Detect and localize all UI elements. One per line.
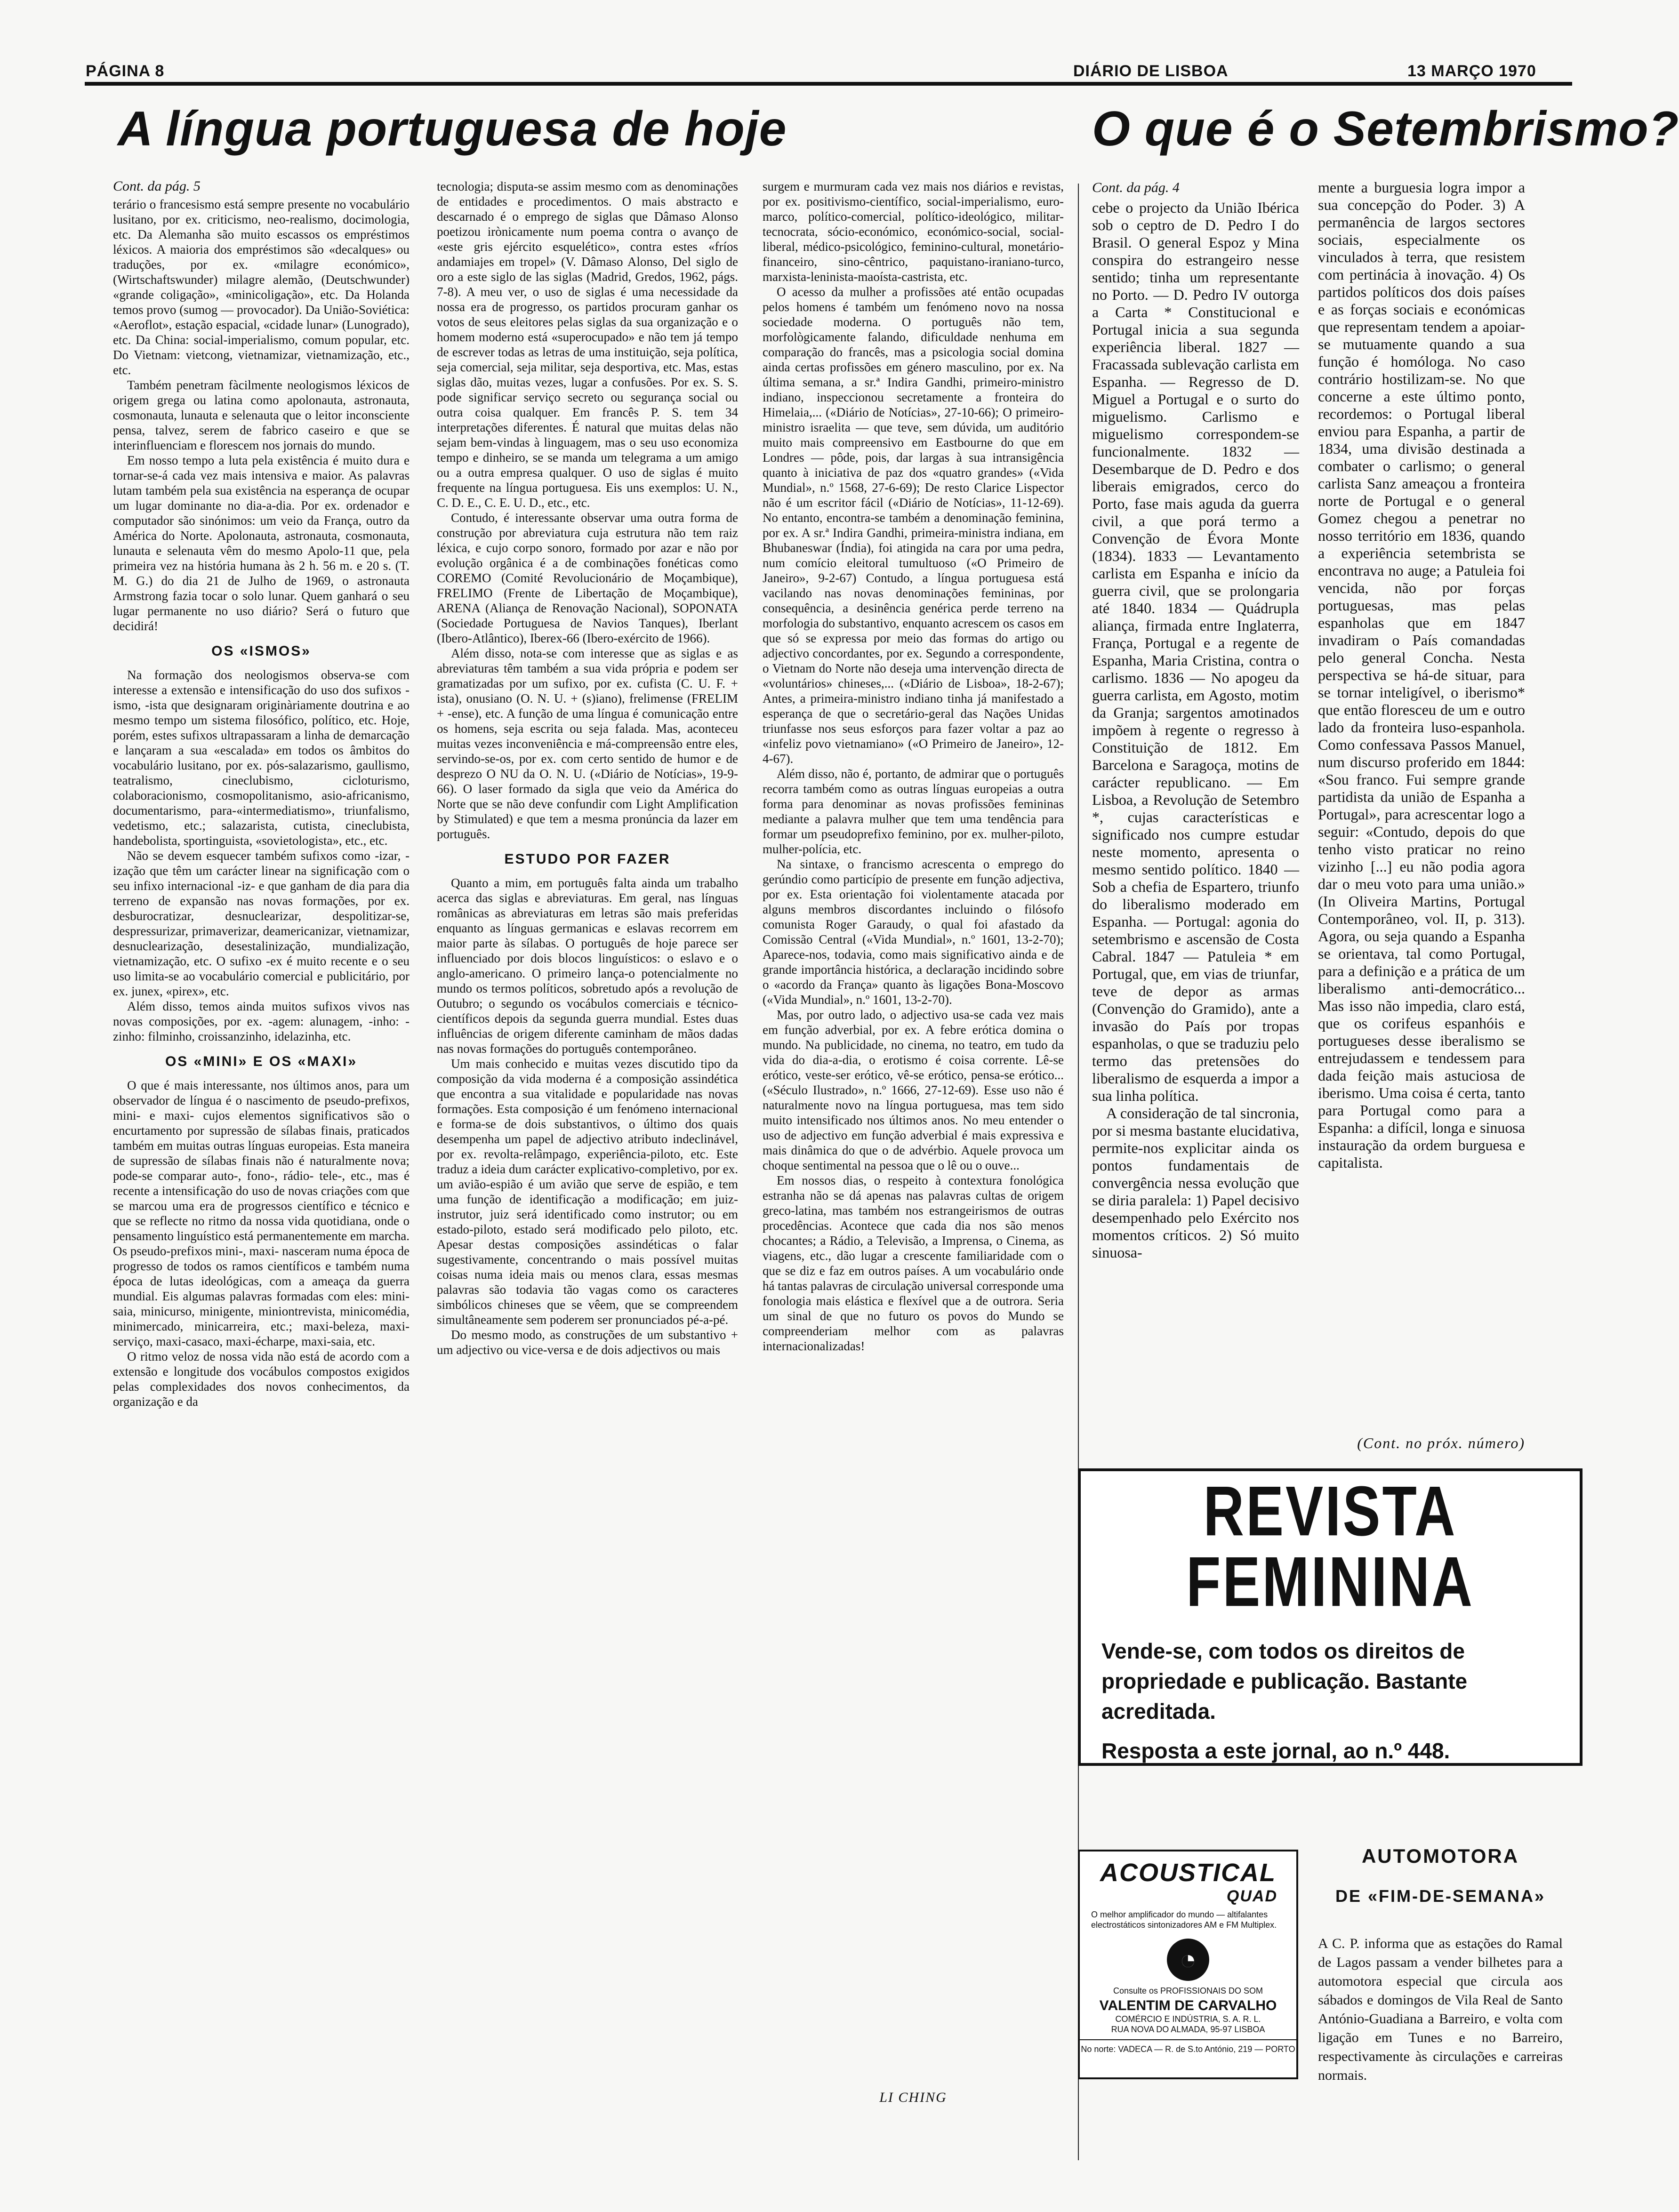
- paragraph: Também penetram fàcilmente neologismos léxicos de origem grega ou latina como apolonauta, astronauta, cosmonauta, lunauta e selenauta que o leitor inconsciente pensa, talvez, serem de fabrico caseiro e que se interinfluenciam e florescem nos jornais do mundo.: [113, 378, 410, 452]
- paragraph: O que é mais interessante, nos últimos anos, para um observador de língua é o nascimento de pseudo-prefixos, mini- e maxi- cujos elementos significativos são o encurtamento por supressão de sílabas finais, praticados também em muitas outras línguas europeias. Esta maneira de supressão de sílabas finais não é naturalmente nova; pode-se comparar auto-, fono-, rádio- tele-, etc., mas é recente a intensificação do uso de novas criações com que se marcou uma era de progressos científico e técnico e que se reflecte no ritmo da nossa vida quotidiana, onde o pensamento linguístico está permanentemente em marcha. Os pseudo-prefixos mini-, maxi- nasceram numa época de progresso de todos os ramos científicos e também numa época de lutas ideológicas, com a ameaça da guerra mundial. Eis algumas palavras formadas com eles: mini-saia, minicurso, minigente, miniontrevista, minicomédia, minimercado, minicarreira, etc.; maxi-beleza, maxi-serviço, maxi-casaco, maxi-écharpe, maxi-saia, etc.: [113, 1078, 410, 1348]
- paragraph: surgem e murmuram cada vez mais nos diários e revistas, por ex. positivismo-científico, social-imperialismo, euro-marco, político-comercial, político-ideológico, militar-tecnocrata, sócio-económico, económico-social, social-liberal, médico-psicológico, feminino-cultural, monetário-financeiro, sino-cêntrico, paquistano-iraniano-turco, marxista-leninista-maoísta-castrista, etc.: [763, 179, 1064, 284]
- ad-automotora-title2: DE «FIM-DE-SEMANA»: [1335, 1886, 1546, 1906]
- paragraph: Mas, por outro lado, o adjectivo usa-se cada vez mais em função adverbial, por ex. A febre erótica domina o mundo. Na publicidade, no cinema, no teatro, em tudo da vida do dia-a-dia, o erotismo é coisa corrente. Lê-se erótico, veste-ser erótico, vê-se erótico, pensa-se erótico... («Século Ilustrado», n.º 1666, 27-12-69). Esse uso não é naturalmente novo na língua portuguesa, mas tem sido muito intensificado nos últimos anos. No meu entender o uso de adjectivo em função adverbial é mais expressiva e mais dinâmica do que o de advérbio. Aquele provoca um choque sentimental na pessoa que o lê ou o ouve...: [763, 1008, 1064, 1172]
- page-label: PÁGINA 8: [86, 62, 165, 80]
- paragraph: Na formação dos neologismos observa-se com interesse a extensão e intensificação do uso dos sufixos -ismo, -ista que designaram originàriamente doutrina e ao mesmo tempo um sistema filosófico, político, etc. Hoje, porém, estes sufixos ultrapassaram a linha de demarcação e lançaram a sua «escalada» em todos os âmbitos do vocabulário lusitano, por ex. pós-salazarismo, gaullismo, teatralismo, cineclubismo, cicloturismo, colaboracionismo, cosmopolitanismo, asio-africanismo, documentarismo, para-«intermediatismo», triunfalismo, vedetismo, etc.; salazarista, cutista, cineclubista, handebolista, sportinguista, «sovietologista», etc., etc.: [113, 668, 410, 848]
- paragraph: Quanto a mim, em português falta ainda um trabalho acerca das siglas e abreviaturas. Em geral, nas línguas românicas as abreviaturas em letras são mais preferidas enquanto as línguas germanicas e eslavas recorrem em maior parte às sílabas. O português de hoje parece ser influenciado por dois blocos linguísticos: o eslavo e o anglo-americano. O primeiro lança-o potencialmente no mundo os termos políticos, sobretudo após a revolução de Outubro; o segundo os vocábulos comerciais e técnico-científicos depois da segunda guerra mundial. Estes duas influências de origem diferente caminham de mãos dadas nas novas formações do português contemporâneo.: [437, 876, 738, 1056]
- left-article-col2: [437, 179, 738, 2104]
- masthead-rule: [85, 82, 1572, 86]
- ad-acoustical-consult: Consulte os PROFISSIONAIS DO SOM: [1113, 1986, 1263, 1996]
- paragraph: Além disso, temos ainda muitos sufixos vivos nas novas composições, por ex. -agem: alunagem, -inho: -zinho: filminho, croissanzinho, idelazinha, etc.: [113, 999, 410, 1043]
- right-article-col2: [1318, 179, 1525, 1214]
- left-article-col1: [113, 179, 410, 2104]
- paragraph: Além disso, não é, portanto, de admirar que o português recorra também como as outras línguas europeias a outra forma para denominar as novas profissões femininas mediante a palavra mulher que tem uma tendência para formar um pseudoprefixo feminino, por ex. mulher-piloto, mulher-polícia, etc.: [763, 767, 1064, 856]
- ad-acoustical: [1078, 1850, 1298, 2079]
- paragraph: Na sintaxe, o francismo acrescenta o emprego do gerúndio como particípio de presente em função adjectiva, por ex. Esta orientação foi violentamente atacada por alguns membros discordantes incluindo o filósofo comunista Roger Garaudy, o qual foi afastado da Comissão Central («Vida Mundial», n.º 1601, 13-2-70); Aparece-nos, todavia, como mais significativo ainda e de grande importância histórica, a declaração incidindo sobre o «acordo da França» quanto às ligações Bona-Moscovo («Vida Mundial», n.º 1601, 13-2-70).: [763, 857, 1064, 1007]
- paragraph: Em nossos dias, o respeito à contextura fonológica estranha não se dá apenas nas palavras cultas de origem greco-latina, mas também nos estrangeirismos de outras procedências. Acontece que cada dia nos são menos chocantes; a Rádio, a Televisão, a Imprensa, o Cinema, as viagens, etc., dão lugar a crescente familiaridade com o que se diz e faz em outros países. A um vocabulário onde há tantas palavras de circulação universal corresponde uma fonologia mais elástica e flexível que a de outrora. Seria um sinal de que no futuro os povos do Mundo se compreenderiam melhor com as palavras internacionalizadas!: [763, 1173, 1064, 1353]
- issue-date: 13 MARÇO 1970: [1407, 62, 1536, 80]
- ad-acoustical-model: QUAD: [1226, 1887, 1277, 1905]
- ad-acoustical-address2: No norte: VADECA — R. de S.to António, 219 — PORTO: [1080, 2039, 1296, 2054]
- newspaper-name: DIÁRIO DE LISBOA: [1073, 62, 1229, 80]
- continuation-note: (Cont. no próx. número): [1357, 1435, 1525, 1451]
- ad-acoustical-tagline: O melhor amplificador do mundo — altifalantes electrostáticos sintonizadores AM e FM Multiplex.: [1091, 1910, 1277, 1930]
- ad-revista-feminina: [1078, 1468, 1583, 1766]
- paragraph: Um mais conhecido e muitas vezes discutido tipo da composição da vida moderna é a composição assindética que encontra a sua vitalidade e popularidade nas novas formações. Esta composição é um fenómeno internacional e forma-se de dois substantivos, o último dos quais desempenha um papel de adjectivo atributo indeclinável, por ex. revolta-relâmpago, experiência-piloto, etc. Este traduz a ideia dum carácter explicativo-completivo, por ex. um avião-espião é um avião que serve de espião, e tem uma função de identificação a modificação; em juiz-instrutor, juiz será identificado como instrutor; ou em estado-piloto, estado será modificado pelo piloto, etc. Apesar destas composições assindéticas o falar sugestivamente, concentrando o mais possível muitas coisas numa ideia mais ou menos clara, essas mesmas palavras são todavia tão vagas como os caracteres simbólicos chineses que se vêem, que se compreendem simultâneamente sem poderem ser pronunciados pé-a-pé.: [437, 1057, 738, 1327]
- ad-automotora-body: A C. P. informa que as estações do Ramal de Lagos passam a vender bilhetes para a automotora especial que circula aos sábados e domingos de Vila Real de Santo António-Guadiana a Barreiro, e volta com ligação em Tunes e no Barreiro, respectivamente às circulações e carreiras normais.: [1318, 1936, 1563, 2083]
- paragraph: Não se devem esquecer também sufixos como -izar, -ização que têm um carácter linear na significação com o seu infixo internacional -iz- e que ganham de dia para dia terreno de expansão nas novas formações, por ex. desburocratizar, desnuclearizar, despolitizar-se, despressurizar, primaverizar, deamericanizar, vietnamizar, desnuclearização, desestalinização, mundialização, vietnamização, etc. O sufixo -ex é muito recente e o seu uso limita-se ao vocabulário comercial e publicitário, por ex. junex, «pirex», etc.: [113, 849, 410, 998]
- ad-revista-body: Vende-se, com todos os direitos de propriedade e publicação. Bastante acreditada.: [1101, 1639, 1468, 1723]
- paragraph: Em nosso tempo a luta pela existência é muito dura e tornar-se-á cada vez mais intensiva e maior. As palavras lutam também pela sua existência na esperança de ocupar um lugar dominante no dia-a-dia. Por ex. ordenador e computador são sinónimos: um veio da França, outro da América do Norte. Apolonauta, astronauta, cosmonauta, lunauta e selenauta vêm do mesmo Apolo-11 que, pela primeira vez na história humana às 2 h. 56 m. e 20 s. (T. M. G.) do dia 21 de Julho de 1969, o astronauta Armstrong fazia tocar o solo lunar. Quem ganhará o seu lugar permanente no uso diário? Será o futuro que decidirá!: [113, 453, 410, 633]
- paragraph: mente a burguesia logra impor a sua concepção do Poder. 3) A permanência de largos sectores sociais, especialmente os vinculados à terra, que resistem com pertinácia à inovação. 4) Os partidos políticos dos dois países e as forças sociais e económicas que representam tendem a apoiar-se mutuamente quando a sua função é homóloga. No caso contrário hostilizam-se. No que concerne a este último ponto, recordemos: o Portugal liberal enviou para Espanha, a partir de 1834, uma divisão destinada a combater o carlismo; o general carlista Sanz ameaçou a fronteira norte de Portugal e o general Gomez chegou a penetrar no nosso território em 1836, quando a experiência setembrista se encontrava no auge; a Patuleia foi vencida, não por forças portuguesas, mas pelas espanholas que em 1847 invadiram o País comandadas pelo general Concha. Nesta perspectiva se há-de situar, para se tornar inteligível, o iberismo* que então floresceu de um e outro lado da fronteira luso-espanhola. Como confessava Passos Manuel, num discurso proferido em 1844: «Sou franco. Fui sempre grande partidista da união de Espanha a Portugal», para acrescentar logo a seguir: «Contudo, depois do que tenho visto praticar no reino vizinho [...] eu não podia agora dar o meu voto para uma união.» (In Oliveira Martins, Portugal Contemporâneo, vol. II, p. 313). Agora, ou seja quando a Espanha se orientava, tal como Portugal, para a definição e a prática de um liberalismo anti-democrático... Mas isso não impedia, claro está, que os corifeus espanhóis e portugueses desse iberalismo se entrejudassem e tendessem para dada feição mais astuciosa de iberismo. Uma coisa é certa, tanto para Portugal como para a Espanha: a difícil, longa e sinuosa instauração da ordem burguesa e capitalista.: [1318, 179, 1525, 1171]
- left-cont-label: Cont. da pág. 5: [113, 178, 201, 194]
- paragraph: cebe o projecto da União Ibérica sob o ceptro de D. Pedro I do Brasil. O general Espoz y Mina conspira do estrangeiro nesse sentido; tinha um representante no Porto. — D. Pedro IV outorga a Carta * Constitucional e Portugal inicia a sua segunda experiência liberal. 1827 — Fracassada sublevação carlista em Espanha. — Regresso de D. Miguel a Portugal e o surto do miguelismo. Carlismo e miguelismo correspondem-se funcionalmente. 1832 — Desembarque de D. Pedro e dos liberais emigrados, cerco do Porto, fase mais aguda da guerra civil, a que porá termo a Convenção de Évora Monte (1834). 1833 — Levantamento carlista em Espanha e início da guerra civil, que se prolongaria até 1840. 1834 — Quádrupla aliança, firmada entre Inglaterra, França, Portugal e a regente de Espanha, Maria Cristina, contra o carlismo. 1836 — No apogeu da guerra carlista, em Agosto, motim da Granja; sargentos amotinados impõem à regente o regresso à Constituição de 1812. Em Barcelona e Saragoça, motins de carácter republicano. — Em Lisboa, a Revolução de Setembro *, cujas características e significado nos cumpre estudar neste momento, apresenta o mesmo sentido político. 1840 — Sob a chefia de Espartero, triunfo do liberalismo moderado em Espanha. — Portugal: agonia do setembrismo e ascensão de Costa Cabral. 1847 — Patuleia * em Portugal, que, em vias de triunfar, teve de depor as armas (Convenção do Gramido), ante a invasão do País por tropas espanholas, o que se traduziu pelo termo das pretensões do liberalismo de esquerda a impor a sua linha política.: [1092, 199, 1299, 1104]
- right-article-col1: [1092, 179, 1299, 1261]
- ad-revista-title: REVISTA FEMININA: [1186, 1472, 1474, 1621]
- paragraph: O acesso da mulher a profissões até então ocupadas pelos homens é também um fenómeno novo na nossa sociedade moderna. O português não tem, morfològicamente falando, dificuldade nenhuma em comparação do francês, mas a psicologia social domina ainda certas profissões em género masculino, por ex. Na última semana, a sr.ª Indira Gandhi, primeiro-ministro indiano, inspeccionou secretamente a fronteira do Himelaia,... («Diário de Notícias», 27-10-66); O primeiro-ministro israelita — que teve, sem dúvida, um auditório muito mais compreensivo em Eastbourne do que em Londres — pôde, pois, dar largas à sua intransigência quanto à iniciativa de paz dos «quatro grandes» («Vida Mundial», n.º 1568, 27-6-69); De resto Clarice Lispector não é um escritor fácil («Diário de Notícias», 11-12-69). No entanto, encontra-se também a denominação feminina, por ex. A sr.ª Indira Gandhi, primeira-ministra indiana, em Bhubaneswar (Índia), foi atingida na cara por uma pedra, num comício eleitoral tumultuoso («O Primeiro de Janeiro», 9-2-67) Contudo, a língua portuguesa está vacilando nas novas denominações femininas, por consequência, a desinência genérica perde terreno na morfologia do substantivo, enquanto acrescem os casos em que só se expressa por meio das formas do artigo ou adjectivo concordantes, por ex. Segundo a correspondente, o Vietnam do Norte não deseja uma intervenção directa de «voluntários» chineses,... («Diário de Lisboa», 18-2-67); Antes, a primeira-ministro indiano tinha já manifestado a esperança de que o secretário-geral das Nações Unidas triunfasse nos seus esforços para fazer voltar a paz ao «infeliz povo vietnamiano» («O Primeiro de Janeiro», 12-4-67).: [763, 285, 1064, 766]
- quad-logo-icon: ◔: [1167, 1939, 1209, 1981]
- ad-acoustical-company: VALENTIM DE CARVALHO: [1099, 1998, 1277, 2013]
- author-signature: LI CHING: [879, 2090, 947, 2105]
- ad-acoustical-company-sub: COMÉRCIO E INDÚSTRIA, S. A. R. L.: [1115, 2014, 1261, 2024]
- left-headline: A língua portuguesa de hoje: [118, 102, 787, 156]
- subheading-ismos: OS «ISMOS»: [211, 643, 311, 659]
- paragraph: Contudo, é interessante observar uma outra forma de construção por abreviatura cuja estrutura não tem raiz léxica, e cujo corpo sonoro, formado por azar e não por evolução orgânica é a de combinações fonéticas como COREMO (Comité Revolucionário de Moçambique), FRELIMO (Frente de Libertação de Moçambique), ARENA (Aliança de Renovação Nacional), SOPONATA (Sociedade Portuguesa de Navios Tanques), Iberlant (Ibero-Atlântico), Iberex-66 (Ibero-exército de 1966).: [437, 511, 738, 645]
- ad-acoustical-address1: RUA NOVA DO ALMADA, 95-97 LISBOA: [1111, 2025, 1265, 2034]
- left-article-col3: [763, 179, 1064, 2080]
- paragraph: O ritmo veloz de nossa vida não está de acordo com a extensão e longitude dos vocábulos compostos exigidos pelas complexidades dos novos conhecimentos, da organização e da: [113, 1349, 410, 1409]
- paragraph: Do mesmo modo, as construções de um substantivo + um adjectivo ou vice-versa e de dois adjectivos ou mais: [437, 1328, 738, 1357]
- ad-acoustical-brand: ACOUSTICAL: [1100, 1859, 1276, 1887]
- paragraph: terário o francesismo está sempre presente no vocabulário lusitano, por ex. criticismo, neo-realismo, docimologia, etc. Da Alemanha são muito escassos os empréstimos léxicos. A maioria dos empréstimos são «decalques» ou traduções, por ex. «milagre económico», (Wirtschaftswunder) milagre alemão, (Deutschwunder) «grande coligação», «minicoligação», etc. Da Holanda temos provo (sumog — provocador). Da União-Soviética: «Aeroflot», estação espacial, «cidade lunar» (Lunogrado), etc. Da China: social-imperialismo, comum popular, etc. Do Vietnam: vietcong, vietnamizar, vietnamização, etc., etc.: [113, 197, 410, 377]
- right-headline: O que é o Setembrismo?: [1092, 102, 1679, 156]
- paragraph: A consideração de tal sincronia, por si mesma bastante elucidativa, permite-nos explicitar ainda os pontos fundamentais de convergência nessa evolução que se diria paralela: 1) Papel decisivo desempenhado pelo Exército nos momentos críticos. 2) Só muito sinuosa-: [1092, 1105, 1299, 1261]
- paragraph: tecnologia; disputa-se assim mesmo com as denominações de entidades e procedimentos. O mais abstracto e descarnado é o emprego de siglas que Dâmaso Alonso poetizou irònicamente num poema contra o avanço de «este gris ejército esquelético», contra estes «fríos andamiajes em tropel» (V. Dâmaso Alonso, Del siglo de oro a este siglo de las siglas (Madrid, Gredos, 1962, págs. 7-8). A meu ver, o uso de siglas é uma necessidade da nossa era de progresso, os partidos procuram ganhar os votos de seus eleitores pelas siglas da sua organização e o homem moderno está «superocupado» e não tem já tempo de escrever todas as letras de uma instituição, seja política, seja comercial, seja militar, seja desportiva, etc. Mas, estas siglas dão, muitas vezes, lugar a confusões. Por ex. S. S. pode significar serviço secreto ou segurança social ou outra coisa qualquer. Em francês P. S. tem 34 interpretações diferentes. É natural que muitas delas não sejam bem-vindas à linguagem, mas o seu uso economiza tempo e dinheiro, se se manda um telegrama a um amigo ou a outra empresa qualquer. O uso de siglas é muito frequente na língua portuguesa. Eis uns exemplos: U. N., C. D. E., C. E. U. D., etc., etc.: [437, 179, 738, 510]
- paragraph: Além disso, nota-se com interesse que as siglas e as abreviaturas têm também a sua vida própria e podem ser gramatizadas por um sufixo, por ex. cufista (C. U. F. + ista), onusiano (O. N. U. + (s)iano), frelimense (FRELIM + -ense), etc. A função de uma língua é comunicação entre os homens, seja escrita ou seja falada. Mas, aconteceu muitas vezes inconveniência e má-compreensão entre eles, servindo-se-os, por ex. com certo sentido de humor e de desprezo O NU da O. N. U. («Diário de Notícias», 19-9-66). O laser formado da sigla que veio da América do Norte que se não deve confundir com Light Amplification by Stimulated) e que tem a mesma pronúncia da lazer em português.: [437, 646, 738, 841]
- ad-revista-reply: Resposta a este jornal, ao n.º 448.: [1101, 1739, 1450, 1763]
- ad-automotora: [1318, 1845, 1563, 2108]
- ad-automotora-title1: AUTOMOTORA: [1361, 1845, 1519, 1867]
- right-cont-label: Cont. da pág. 4: [1092, 180, 1180, 195]
- subheading-mini-maxi: OS «MINI» E OS «MAXI»: [165, 1054, 358, 1069]
- subheading-estudo: ESTUDO POR FAZER: [504, 851, 671, 867]
